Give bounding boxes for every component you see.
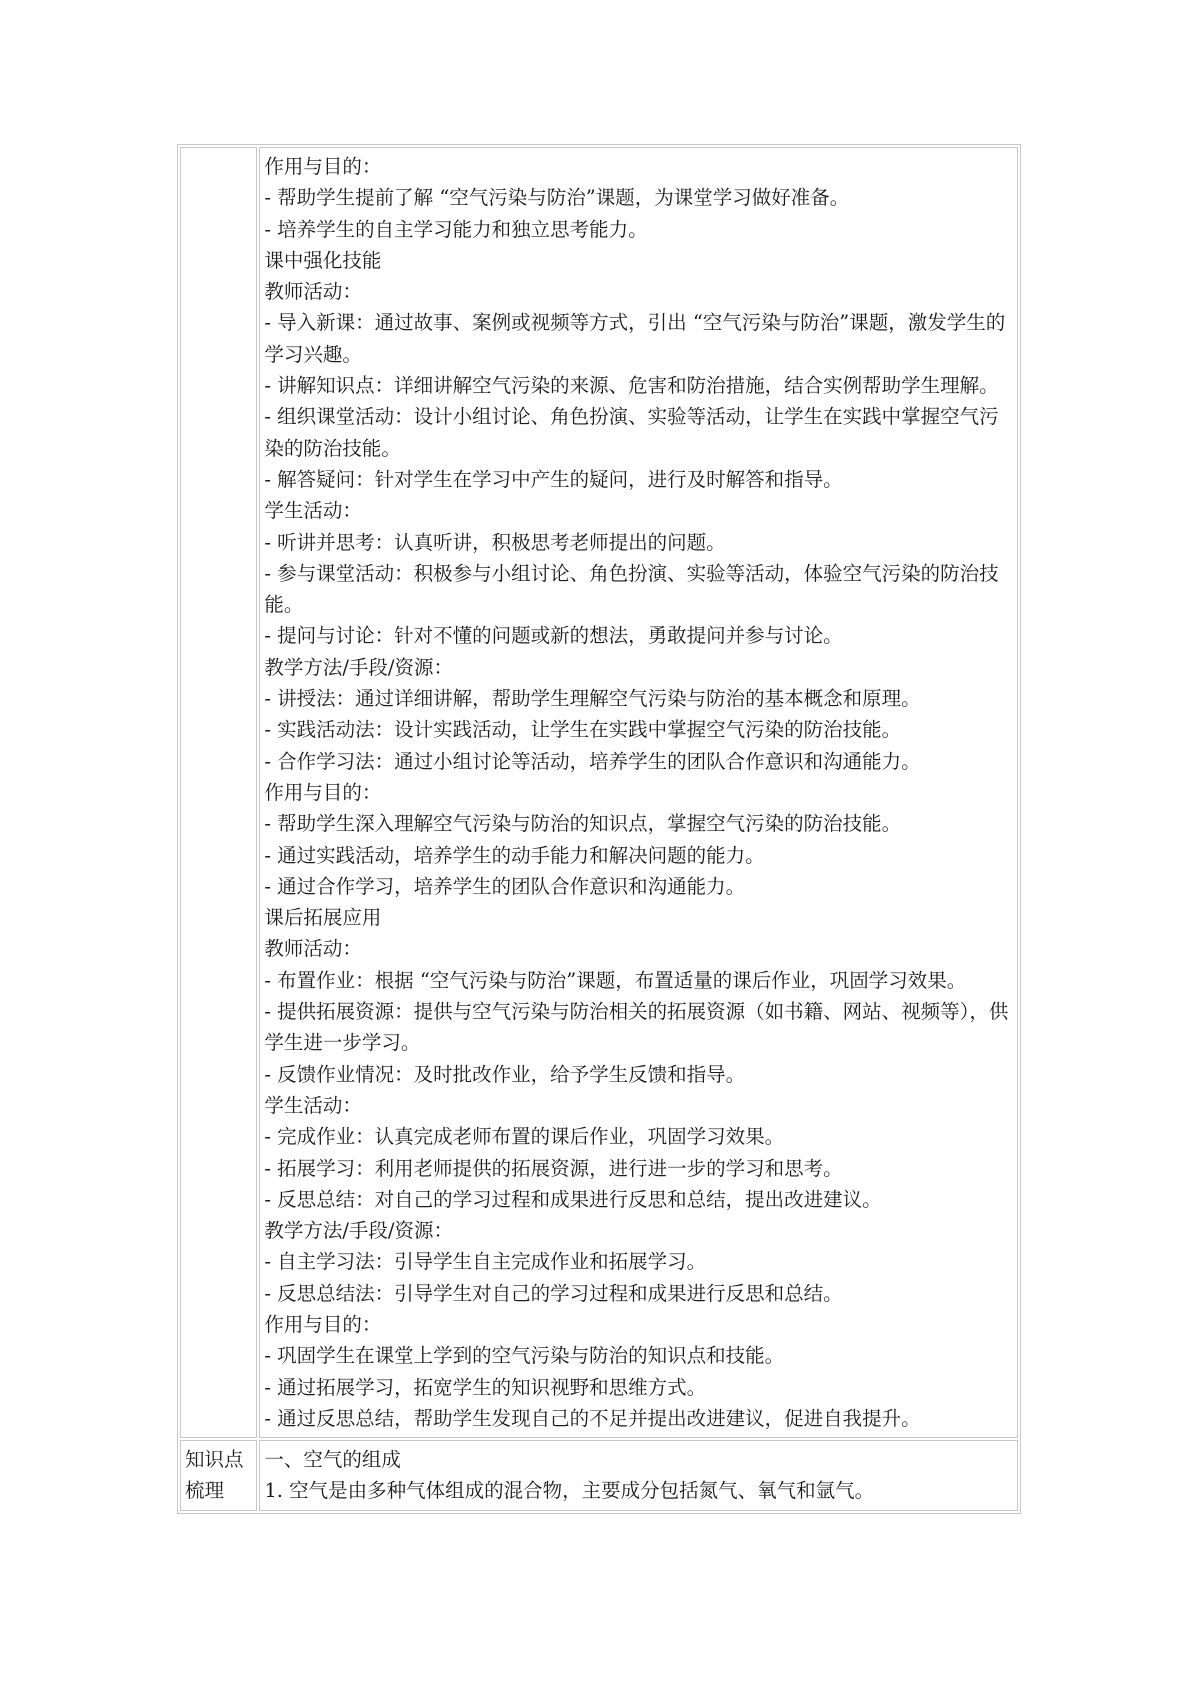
content-line: 教师活动： [264, 280, 362, 304]
content-line: - 完成作业：认真完成老师布置的课后作业，巩固学习效果。 [264, 1125, 785, 1149]
content-line: 作用与目的： [264, 780, 382, 804]
content-line: - 反馈作业情况：及时批改作业，给予学生反馈和指导。 [264, 1062, 746, 1086]
content-line: 1. 空气是由多种气体组成的混合物，主要成分包括氮气、氧气和氩气。 [264, 1479, 875, 1503]
content-line: - 巩固学生在课堂上学到的空气污染与防治的知识点和技能。 [264, 1344, 785, 1368]
content-line: - 讲授法：通过详细讲解，帮助学生理解空气污染与防治的基本概念和原理。 [264, 687, 921, 711]
content-line: - 培养学生的自主学习能力和独立思考能力。 [264, 217, 648, 241]
content-line: - 合作学习法：通过小组讨论等活动，培养学生的团队合作意识和沟通能力。 [264, 749, 921, 773]
content-line: 课中强化技能 [264, 248, 382, 272]
content-line: - 提供拓展资源：提供与空气污染与防治相关的拓展资源（如书籍、网站、视频等），供学生进一步学习。 [264, 1000, 1009, 1055]
content-line: 作用与目的： [264, 155, 382, 178]
table-row [180, 1440, 1018, 1511]
row-label-cell [180, 147, 257, 1438]
content-line: 学生活动： [264, 499, 362, 523]
row-content-cell [259, 1440, 1018, 1511]
content-line: - 反思总结：对自己的学习过程和成果进行反思和总结，提出改进建议。 [264, 1187, 882, 1211]
content-line: 教学方法/手段/资源： [264, 1219, 453, 1243]
content-line: 作用与目的： [264, 1312, 382, 1336]
content-line: 教学方法/手段/资源： [264, 655, 453, 679]
content-line: - 布置作业：根据 “空气污染与防治”课题，布置适量的课后作业，巩固学习效果。 [264, 968, 967, 992]
content-line: 学生活动： [264, 1093, 362, 1117]
content-line: - 通过实践活动，培养学生的动手能力和解决问题的能力。 [264, 843, 765, 867]
content-line: 课后拓展应用 [264, 906, 382, 930]
content-line: - 实践活动法：设计实践活动，让学生在实践中掌握空气污染的防治技能。 [264, 718, 902, 742]
row-label-line: 梳理 [185, 1479, 225, 1503]
content-line: - 参与课堂活动：积极参与小组讨论、角色扮演、实验等活动，体验空气污染的防治技能。 [264, 561, 999, 617]
content-line: 教师活动： [264, 937, 362, 961]
content-line: - 听讲并思考：认真听讲，积极思考老师提出的问题。 [264, 530, 726, 554]
content-line: - 帮助学生深入理解空气污染与防治的知识点，掌握空气污染的防治技能。 [264, 812, 902, 836]
content-line: - 解答疑问：针对学生在学习中产生的疑问，进行及时解答和指导。 [264, 467, 843, 491]
content-line: - 组织课堂活动：设计小组讨论、角色扮演、实验等活动，让学生在实践中掌握空气污染的防治技能。 [264, 405, 999, 460]
lesson-plan-table [177, 144, 1021, 1514]
content-line: - 通过合作学习，培养学生的团队合作意识和沟通能力。 [264, 874, 746, 898]
row-label-cell [180, 1440, 257, 1511]
content-line: - 讲解知识点：详细讲解空气污染的来源、危害和防治措施，结合实例帮助学生理解。 [264, 374, 999, 398]
content-line: - 通过反思总结，帮助学生发现自己的不足并提出改进建议，促进自我提升。 [264, 1406, 921, 1430]
row-content-cell [259, 147, 1018, 1438]
content-line: - 拓展学习：利用老师提供的拓展资源，进行进一步的学习和思考。 [264, 1156, 843, 1180]
table-row [180, 147, 1018, 1438]
content-line: - 帮助学生提前了解 “空气污染与防治”课题，为课堂学习做好准备。 [264, 186, 850, 210]
content-line: - 导入新课：通过故事、案例或视频等方式，引出 “空气污染与防治”课题，激发学生的学习兴趣。 [264, 311, 1006, 366]
content-line: 一、空气的组成 [264, 1448, 401, 1472]
content-line: - 自主学习法：引导学生自主完成作业和拓展学习。 [264, 1250, 707, 1274]
content-line: - 提问与讨论：针对不懂的问题或新的想法，勇敢提问并参与讨论。 [264, 624, 843, 648]
content-line: - 反思总结法：引导学生对自己的学习过程和成果进行反思和总结。 [264, 1281, 843, 1305]
row-label-line: 知识点 [185, 1448, 244, 1472]
content-line: - 通过拓展学习，拓宽学生的知识视野和思维方式。 [264, 1375, 707, 1399]
